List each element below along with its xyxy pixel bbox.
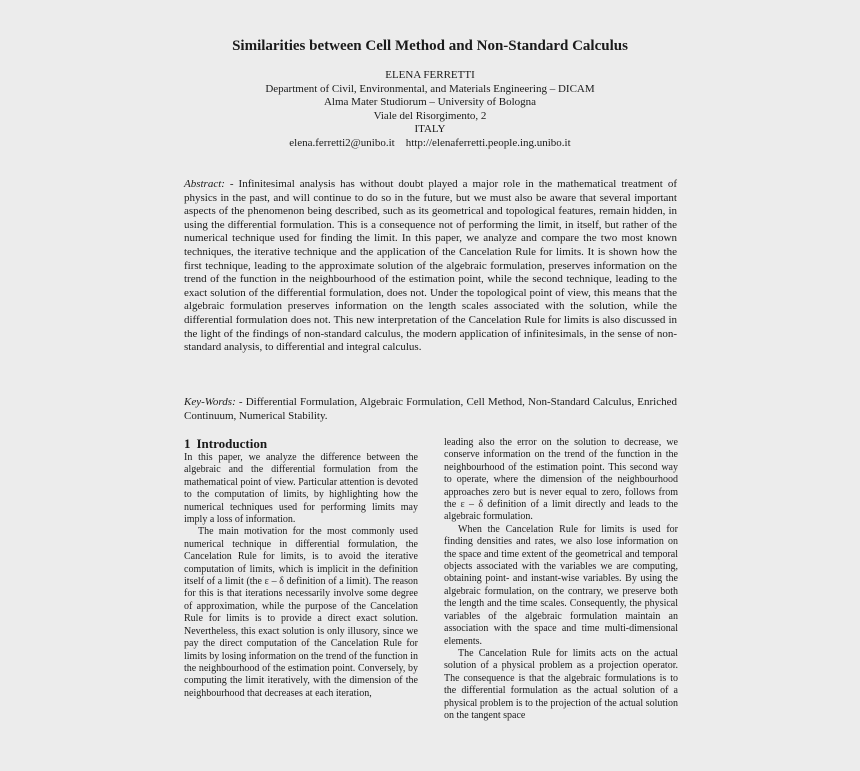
contact-line: elena.ferretti2@unibo.it http://elenaferretti.people.ing.unibo.it (289, 136, 571, 149)
paragraph: leading also the error on the solution to decrease, we conserve information on the trend of the function in the neighbourhood of the estimation point. This second way to operate, where the dimension of the neighbourhood approaches zero but is never equal to zero, follows from the ε – δ definition of a limit directly and leads to the algebraic formulation. (444, 437, 678, 523)
right-column (444, 437, 678, 722)
section-heading (184, 436, 418, 452)
keywords (184, 396, 677, 423)
affiliation-line: ITALY (414, 123, 446, 136)
paragraph: In this paper, we analyze the difference between the algebraic and the differential formulation from the mathematical point of view. Particular attention is devoted to the computation of limits, by highlighting how the numerical techniques used for performing limits may imply a loss of information. (184, 452, 418, 526)
section-number: 1 (184, 436, 191, 451)
paragraph: When the Cancelation Rule for limits is used for finding densities and rates, we also lose information on the space and time extent of the geometrical and temporal objects associated with the variables we are computing, obtaining point- and instant-wise variables. By using the algebraic formulation, on the contrary, we preserve both the length and the time scales. Consequently, the physical variables of the algebraic formulation maintain an association with the space and time multi-dimensional elements. (444, 523, 678, 647)
paragraph: The Cancelation Rule for limits acts on the actual solution of a physical problem as a projection operator. The consequence is that the algebraic formulations is to the differential formulation as the actual solution of a physical problem is to the projection of the actual solution on the tangent space (444, 647, 678, 721)
affiliation-line: Department of Civil, Environmental, and Materials Engineering – DICAM (265, 82, 595, 95)
author-block (0, 69, 860, 151)
affiliation-line: Viale del Risorgimento, 2 (373, 109, 487, 122)
author-name: ELENA FERRETTI (385, 69, 475, 81)
abstract (184, 178, 677, 355)
abstract-text: - Infinitesimal analysis has without doubt played a major role in the mathematical treatment of physics in the past, and will continue to do so in the future, but we must also be aware that several important aspects of the phenomenon being described, such as its geometrical and topological features, remain hidden, in using the differential formulation. This is a consequence not of performing the limit, in itself, but rather of the numerical technique used for finding the limit. In this paper, we analyze and compare the two most known techniques, the iterative technique and the application of the Cancelation Rule for limits. It is shown how the first technique, leading to the approximate solution of the algebraic formulation, preserves information on the trend of the function in the neighbourhood of the estimation point, while the second technique, leading to the exact solution of the differential formulation, does not. Under the topological point of view, this means that the algebraic formulation preserves information on the length scales associated with the solution, while the differential formulation does not. This new interpretation of the Cancelation Rule for limits is also discussed in the light of the findings of non-standard calculus, the modern application of infinitesimals, in the sense of non-standard analysis, to differential and integral calculus. (184, 178, 677, 354)
section-title: Introduction (196, 436, 268, 451)
keywords-label: Key-Words: (184, 396, 236, 408)
keywords-text: - Differential Formulation, Algebraic Formulation, Cell Method, Non-Standard Calculus, Enriched Continuum, Numerical Stability. (184, 396, 677, 422)
abstract-label: Abstract: (184, 178, 225, 190)
paragraph: The main motivation for the most commonly used numerical technique in differential formulation, the Cancelation Rule for limits, is to avoid the iterative computation of limits, which is implicit in the definition itself of a limit (the ε – δ definition of a limit). The reason for this is that iterations necessarily involve some degree of approximation, while the purpose of the Cancelation Rule for limits is to provide a direct exact solution. Nevertheless, this exact solution is only illusory, since we pay the direct computation of the Cancelation Rule for limits by losing information on the trend of the function in the neighbourhood of the estimation point. Conversely, by computing the limit iteratively, with the dimension of the neighbourhood that decreases at each iteration, (184, 526, 418, 699)
paper-title: Similarities between Cell Method and Non-Standard Calculus (232, 38, 628, 54)
left-column (184, 436, 418, 700)
affiliation-line: Alma Mater Studiorum – University of Bologna (323, 96, 537, 109)
